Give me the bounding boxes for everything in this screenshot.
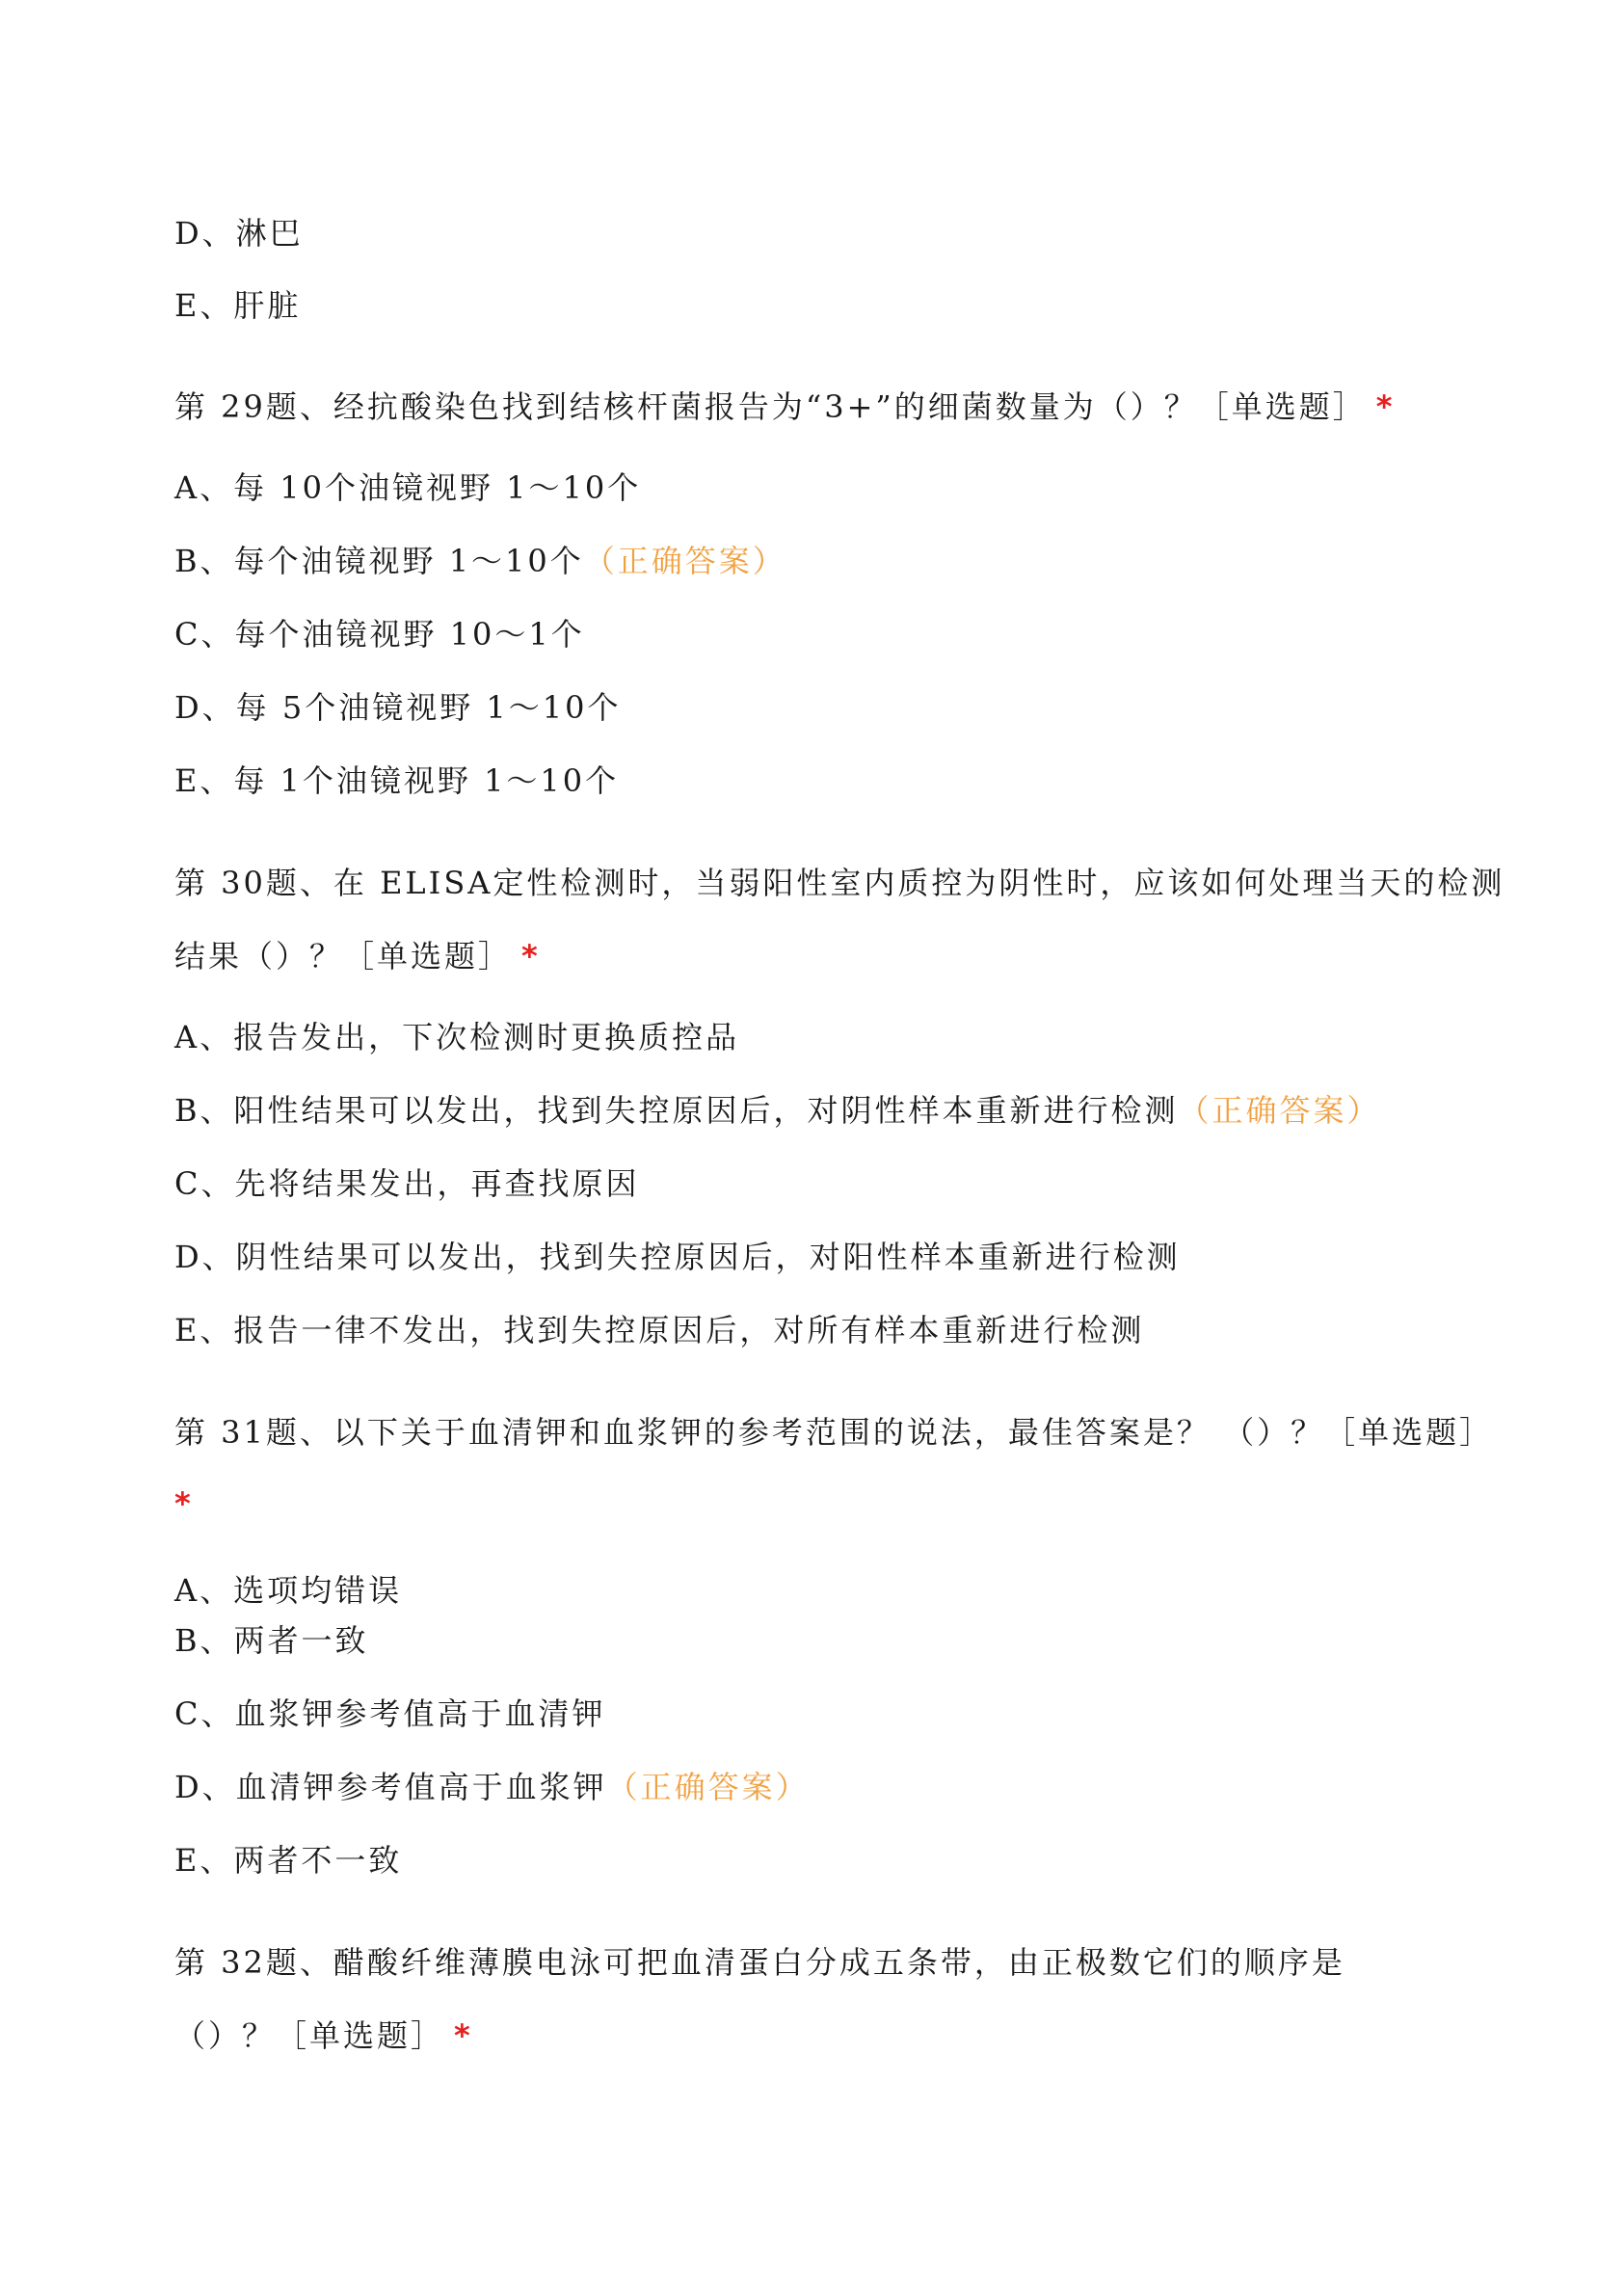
q31-stem: 第 31题、以下关于血清钾和血浆钾的参考范围的说法，最佳答案是？ （）？［单选题］ [174, 1414, 1494, 1451]
required-star: * [454, 2017, 473, 2054]
q29-stem-text: 第 29题、经抗酸染色找到结核杆菌报告为“3+”的细菌数量为（）？［单选题］ [174, 388, 1367, 425]
q29-stem [174, 387, 1396, 426]
q29-option-b [174, 542, 786, 580]
q29-option-e: E、每 1个油镜视野 1～10个 [174, 762, 620, 799]
correct-answer-tag: （正确答案） [583, 543, 786, 579]
q29-option-a: A、每 10个油镜视野 1～10个 [174, 469, 642, 506]
q31-option-c: C、血浆钾参考值高于血清钾 [174, 1695, 606, 1732]
q30-option-d: D、阴性结果可以发出，找到失控原因后，对阳性样本重新进行检测 [174, 1239, 1181, 1275]
q28-option-d: D、淋巴 [174, 215, 304, 252]
q30-stem-line2-text: 结果（）？［单选题］ [174, 938, 513, 974]
q31-option-d-text: D、血清钾参考值高于血浆钾 [174, 1769, 607, 1805]
required-star: * [521, 938, 541, 974]
q32-stem-line2-text: （）？［单选题］ [174, 2017, 445, 2054]
q30-option-e: E、报告一律不发出，找到失控原因后，对所有样本重新进行检测 [174, 1312, 1145, 1348]
q28-option-e: E、肝脏 [174, 287, 302, 324]
q30-stem-line2 [174, 937, 541, 975]
q31-option-b: B、两者一致 [174, 1622, 369, 1659]
q31-option-a: A、选项均错误 [174, 1572, 403, 1609]
required-star: * [1375, 388, 1396, 425]
q31-option-d [174, 1768, 810, 1806]
q29-option-d: D、每 5个油镜视野 1～10个 [174, 689, 622, 726]
q32-stem-line1: 第 32题、醋酸纤维薄膜电泳可把血清蛋白分成五条带，由正极数它们的顺序是 [174, 1944, 1345, 1981]
q30-option-b-text: B、阳性结果可以发出，找到失控原因后，对阴性样本重新进行检测 [174, 1092, 1179, 1129]
q32-stem-line2 [174, 2016, 473, 2055]
q29-option-c: C、每个油镜视野 10～1个 [174, 616, 585, 653]
correct-answer-tag: （正确答案） [1178, 1092, 1381, 1129]
q30-option-b [174, 1091, 1381, 1130]
q31-option-e: E、两者不一致 [174, 1842, 403, 1879]
correct-answer-tag: （正确答案） [606, 1769, 810, 1805]
q30-stem-line1: 第 30题、在 ELISA定性检测时，当弱阳性室内质控为阴性时，应该如何处理当天的检测 [174, 865, 1505, 901]
q29-option-b-text: B、每个油镜视野 1～10个 [174, 543, 584, 579]
q30-option-a: A、报告发出，下次检测时更换质控品 [174, 1019, 740, 1055]
q30-option-c: C、先将结果发出，再查找原因 [174, 1165, 640, 1202]
required-star: * [174, 1485, 194, 1522]
q31-required-star-line [174, 1484, 194, 1523]
